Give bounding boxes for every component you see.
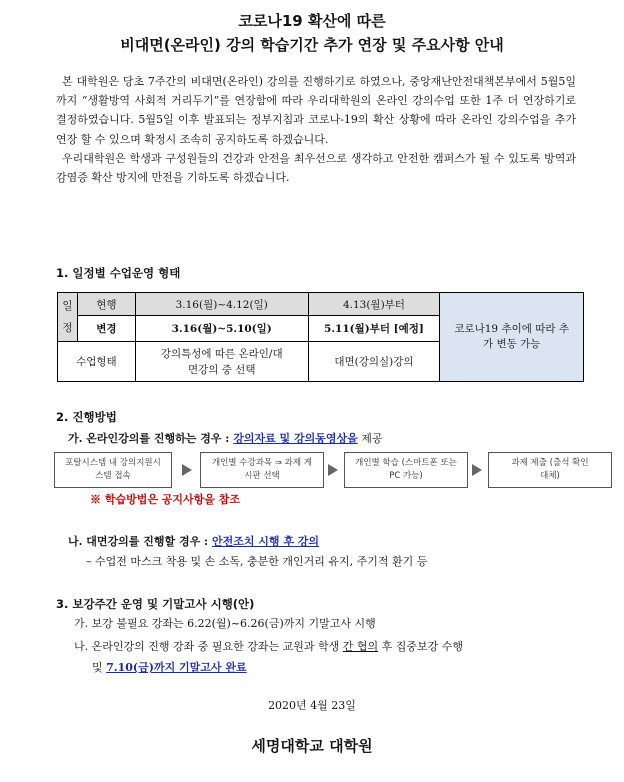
mode-option-2: 대면(강의실)강의 — [308, 342, 440, 382]
learning-method-note: ※ 학습방법은 공지사항을 참조 — [90, 493, 240, 506]
mode-option-1: 강의특성에 따른 온라인/대면강의 중 선택 — [135, 342, 308, 382]
document-title — [0, 10, 624, 58]
offline-method — [68, 533, 319, 549]
flow-step-2 — [200, 452, 324, 488]
document-date: 2020년 4월 23일 — [268, 699, 356, 712]
intro-text — [56, 72, 576, 187]
title-line-2: 비대면(온라인) 강의 학습기간 추가 연장 및 주요사항 안내 — [120, 36, 504, 54]
online-prefix: 가. 온라인강의를 진행하는 경우 : — [68, 432, 234, 445]
intro-paragraph-2: 우리대학원은 학생과 구성원들의 건강과 안전을 최우선으로 생각하고 안전한 캠퍼스가 될 수 있도록 방역과 감염증 확산 방지에 만전을 기하도록 하겠습니다. — [56, 151, 576, 185]
changed-period-1: 3.16(월)~5.10(일) — [135, 316, 308, 342]
offline-detail: – 수업전 마스크 착용 및 손 소독, 충분한 개인거리 유지, 주기적 환기 등 — [86, 555, 428, 568]
row-header-schedule — [58, 293, 78, 342]
item-b-cont-prefix: 및 — [92, 661, 107, 674]
online-process-flow — [54, 452, 614, 492]
flow-step-2-label: 개인별 수강과목 ⇒ 과제 게시판 선택 — [211, 458, 313, 481]
arrow-right-icon — [182, 464, 192, 476]
item-b-underlined: 간 협의 — [342, 640, 379, 653]
item-b-part-2: 후 집중보강 수행 — [378, 640, 463, 653]
flow-step-3 — [344, 452, 468, 488]
flow-step-1-label: 포탈시스템 내 강의지원시스템 접속 — [65, 458, 161, 481]
online-method — [68, 430, 382, 446]
current-period-2: 4.13(월)부터 — [308, 293, 440, 316]
flow-step-3-label: 개인별 학습 (스마트폰 또는 PC 가능) — [355, 458, 457, 481]
table-row-current — [58, 293, 584, 316]
intro-paragraph-1: 본 대학원은 당초 7주간의 비대면(온라인) 강의를 진행하기로 하였으나, 중앙재난안전대책본부에서 5월5일까지 “생활방역 사회적 거리두기”를 연장함에 따라 우리대학원의 온라인 강의수업 또한 1주 더 연장하기로 결정하였습니다. 5월5일 이후 발표되는 정부지침과 코로나-19의 확산 상황에 따라 온라인 강의수업을 추가 연장 할 수 있으며 확정시 조속히 공지하도록 하겠습니다. — [56, 75, 576, 146]
offline-highlight: 안전조치 시행 후 강의 — [211, 535, 320, 548]
signature: 세명대학교 대학원 — [251, 737, 373, 755]
item-b-part-1: 나. 온라인강의 진행 강좌 중 필요한 강좌는 교원과 학생 — [74, 640, 343, 653]
online-highlight: 강의자료 및 강의동영상을 — [233, 432, 358, 445]
row-header-bottom: 정 — [62, 322, 73, 334]
mode-label: 수업형태 — [58, 342, 136, 382]
section-2-heading: 2. 진행방법 — [56, 410, 117, 424]
section-3-item-b — [74, 636, 584, 678]
current-period-1: 3.16(월)~4.12(일) — [135, 293, 308, 316]
flow-step-4 — [488, 452, 612, 488]
change-note: 코로나19 추이에 따라 추가 변동 가능 — [440, 293, 584, 382]
current-label: 현행 — [77, 293, 135, 316]
schedule-table — [57, 292, 584, 382]
online-suffix: 제공 — [357, 432, 383, 445]
section-1-heading: 1. 일정별 수업운영 형태 — [56, 266, 181, 280]
item-b-line-2 — [74, 657, 584, 678]
changed-label: 변경 — [77, 316, 135, 342]
row-header-top: 일 — [62, 300, 73, 312]
offline-prefix: 나. 대면강의를 진행할 경우 : — [68, 535, 212, 548]
arrow-right-icon — [328, 464, 338, 476]
section-3-item-a: 가. 보강 불필요 강좌는 6.22(월)~6.26(금)까지 기말고사 시행 — [74, 617, 376, 630]
title-line-1: 코로나19 확산에 따른 — [238, 12, 386, 30]
changed-period-2: 5.11(월)부터 [예정] — [308, 316, 440, 342]
item-b-line-1 — [74, 636, 584, 657]
arrow-right-icon — [472, 464, 482, 476]
flow-step-1 — [54, 452, 172, 488]
flow-step-4-label: 과제 제출 (출석 확인 대체) — [511, 458, 589, 481]
item-b-cont-highlight: 7.10(금)까지 기말고사 완료 — [106, 661, 247, 674]
section-3-heading: 3. 보강주간 운영 및 기말고사 시행(안) — [56, 597, 255, 611]
